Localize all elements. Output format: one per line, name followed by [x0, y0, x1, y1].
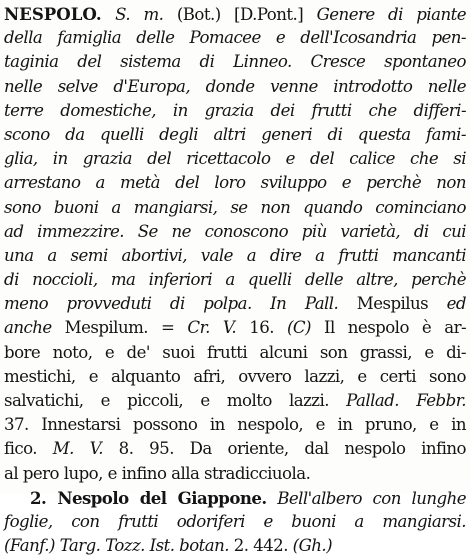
text-run: salvatichi, e piccoli, e molto lazzi. [4, 391, 347, 410]
text-run [102, 5, 115, 24]
entry-line [4, 413, 466, 437]
text-run: 2. Nespolo del Giappone. [30, 487, 267, 508]
text-run: meno provveduti di polpa. In Pall. [4, 294, 339, 314]
entry-line [4, 292, 466, 316]
text-run: fico. [4, 439, 53, 459]
text-run: (Bot.) [D.Pont.] [163, 5, 317, 24]
text-run: 37. Innestarsi possono in nespolo, e in pruno, e in [4, 415, 466, 435]
text-run: scono da quelli degli altri generi di questa fami- [4, 124, 466, 144]
text-run: (C) [286, 318, 311, 338]
text-run: nelle selve d'Europa, donde venne introdotto nelle [4, 76, 466, 96]
text-run: taginia del sistema di Linneo. Cresce spontaneo [4, 52, 466, 72]
entry-line [4, 26, 466, 50]
text-run: Targ. Tozz. Ist. botan. [59, 536, 229, 556]
entry-line [4, 437, 466, 461]
text-run: ed [446, 294, 466, 314]
entry-line [4, 75, 466, 99]
sense-line [4, 486, 466, 510]
entry-line [4, 123, 466, 147]
text-run: Cr. V. [187, 318, 237, 338]
entry-line [4, 196, 466, 220]
text-run: Genere di piante [316, 5, 467, 24]
entry-line [4, 147, 466, 171]
text-run: una a semi abortivi, vale a dire a frutti mancanti [4, 245, 466, 265]
text-run: 16. [236, 318, 287, 338]
text-run: bore noto, e de' suoi frutti alcuni son grassi, e di- [4, 342, 466, 362]
text-run: foglie, con frutti odoriferi e buoni a mangiarsi. [4, 511, 466, 531]
text-run: Il nespolo è ar- [310, 318, 467, 338]
entry-line [4, 171, 466, 195]
text-run: al pero lupo, e infino alla stradicciuola. [4, 463, 311, 483]
entry-line [4, 50, 466, 74]
text-run: glia, in grazia del ricettacolo e del calice che si [4, 149, 466, 169]
entry-line [4, 462, 466, 486]
entry-line [4, 2, 466, 26]
sense-line [4, 510, 466, 534]
text-run: terre domestiche, in grazia dei frutti che differi- [4, 100, 466, 120]
text-run: NESPOLO. [4, 4, 102, 24]
text-run: mestichi, e alquanto afri, ovvero lazzi, e certi sono [4, 366, 466, 386]
text-run: (Fanf.) [4, 536, 55, 556]
text-run: Mespilum. = [51, 318, 188, 338]
text-run: (Gh.) [292, 536, 333, 556]
entry-line [4, 268, 466, 292]
entry-line [4, 365, 466, 389]
dictionary-entry-nespolo [4, 2, 466, 558]
entry-line [4, 99, 466, 123]
text-run: 2. 442. [228, 536, 293, 556]
text-run: di noccioli, ma inferiori a quelli delle altre, perchè [4, 270, 466, 290]
text-run: anche [4, 318, 52, 338]
sense-line [4, 534, 466, 558]
entry-line [4, 316, 466, 340]
text-run: 8. 95. Da oriente, dal nespolo infino [102, 439, 466, 459]
text-run: arrestano a metà del loro sviluppo e perchè non [4, 173, 466, 193]
text-run: M. V. [52, 439, 103, 459]
text-run: della famiglia delle Pomacee e dell'Icosandria pen- [4, 28, 466, 48]
text-run: ad immezzire. Se ne conoscono più varietà, di cui [4, 221, 466, 241]
entry-line [4, 341, 466, 365]
entry-line [4, 244, 466, 268]
text-run [267, 489, 278, 508]
entry-line [4, 220, 466, 244]
text-run: Pallad. Febbr. [346, 391, 466, 410]
entry-line [4, 389, 466, 413]
text-run: S. m. [115, 5, 164, 24]
text-run: sono buoni a mangiarsi, se non quando cominciano [4, 197, 466, 217]
text-run: Mespilus [338, 294, 447, 314]
text-run: Bell'albero con lunghe [277, 488, 466, 508]
